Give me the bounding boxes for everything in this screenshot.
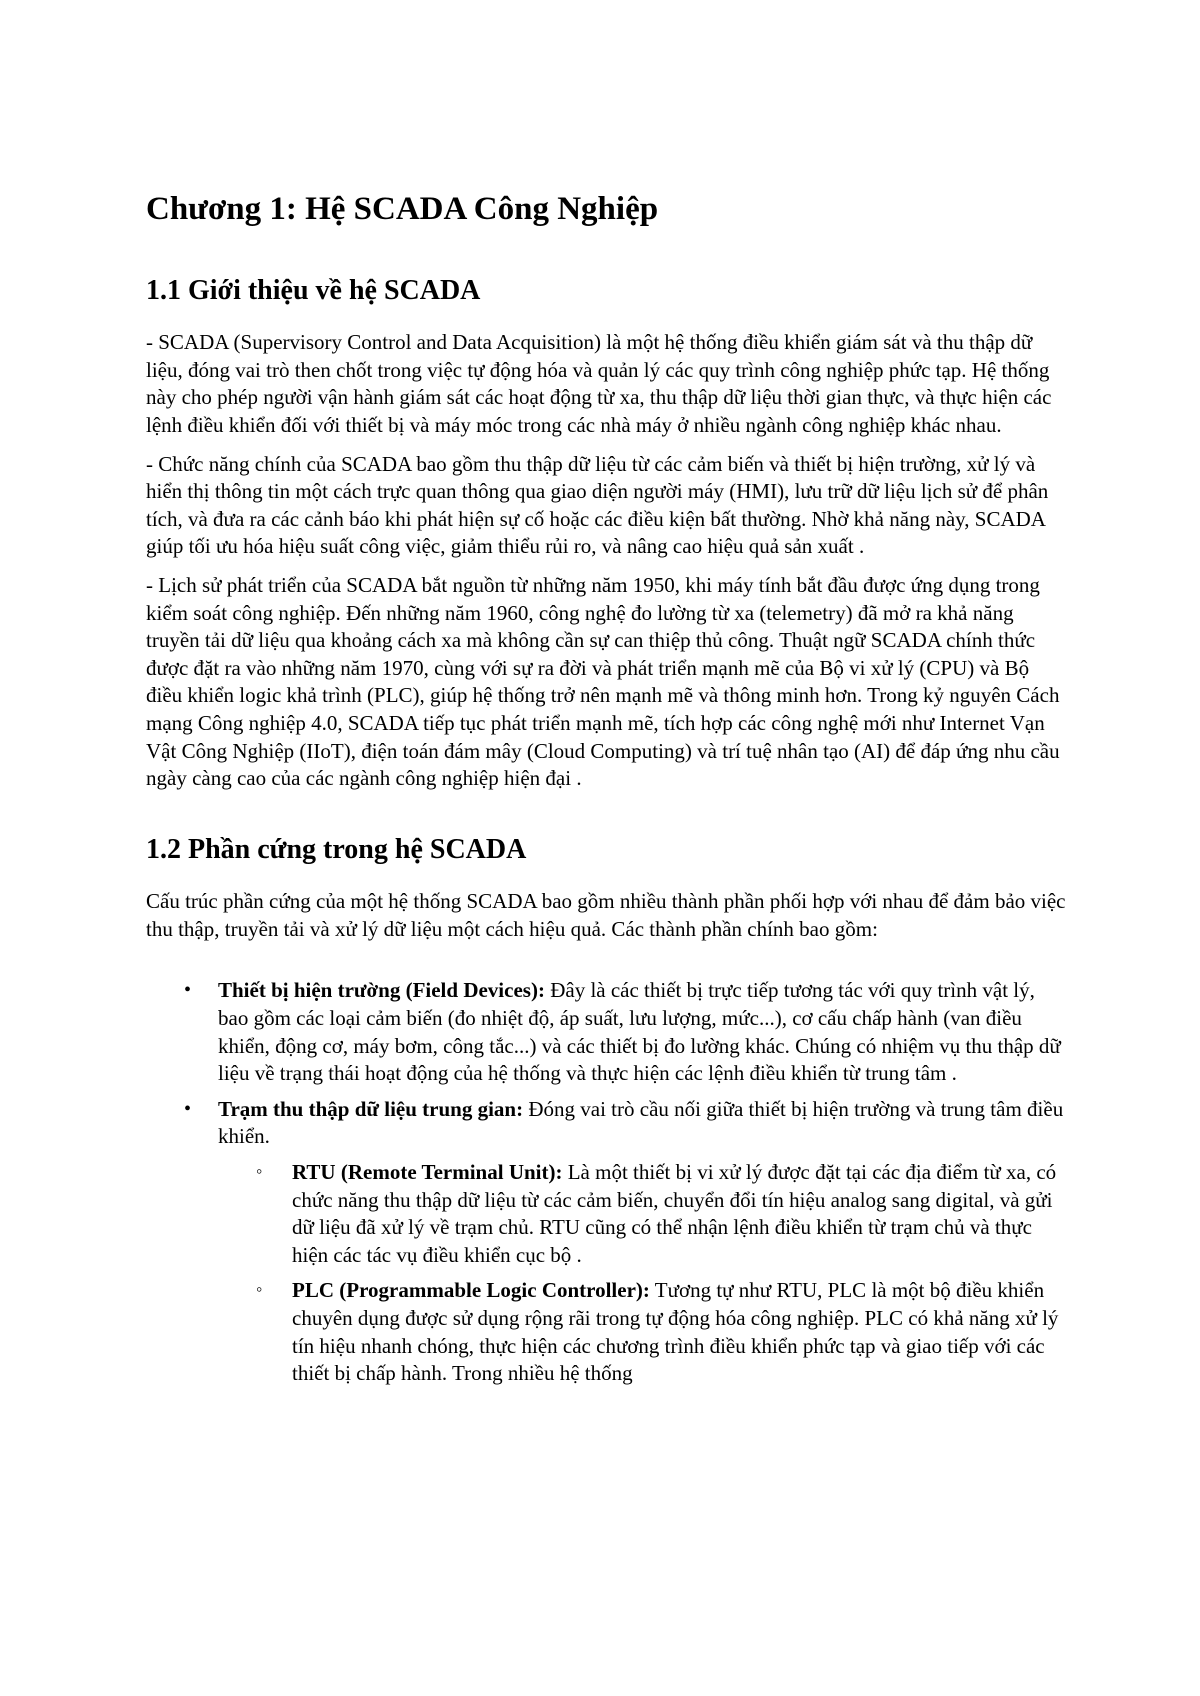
- item-text: Đóng vai trò cầu nối giữa thiết bị hiện trường và trung tâm điều khiển.: [218, 1096, 1064, 1149]
- item-text: Đây là các thiết bị trực tiếp tương tác với quy trình vật lý, bao gồm các loại cảm biến (đo nhiệt độ, áp suất, lưu lượng, mức...), cơ cấu chấp hành (van điều khiển, động cơ, máy bơm, công tắc...) và các thiết bị đo lường khác. Chúng có nhiệm vụ thu thập dữ liệu về trạng thái hoạt động của hệ thống và thực hiện các lệnh điều khiển từ trung tâm .: [218, 978, 1061, 1086]
- section-2-intro: Cấu trúc phần cứng của một hệ thống SCADA bao gồm nhiều thành phần phối hợp với nhau để đảm bảo việc thu thập, truyền tải và xử lý dữ liệu một cách hiệu quả. Các thành phần chính bao gồm:: [146, 889, 1066, 941]
- bullet-icon: •: [184, 1097, 192, 1120]
- list-item-field-devices: [184, 977, 1066, 1087]
- circle-bullet-icon: ◦: [256, 1161, 263, 1182]
- list-item-intermediate-stations: [184, 1096, 1066, 1388]
- hardware-list: [146, 977, 1066, 1387]
- section-1-title: 1.1 Giới thiệu về hệ SCADA: [146, 274, 481, 306]
- section-1-paragraph-2: - Chức năng chính của SCADA bao gồm thu thập dữ liệu từ các cảm biến và thiết bị hiện trường, xử lý và hiển thị thông tin một cách trực quan thông qua giao diện người máy (HMI), lưu trữ dữ liệu lịch sử để phân tích, và đưa ra các cảnh báo khi phát hiện sự cố hoặc các điều kiện bất thường. Nhờ khả năng này, SCADA giúp tối ưu hóa hiệu suất công việc, giảm thiểu rủi ro, và nâng cao hiệu quả sản xuất .: [146, 451, 1049, 559]
- sub-item-text: Tương tự như RTU, PLC là một bộ điều khiển chuyên dụng được sử dụng rộng rãi trong tự động hóa công nghiệp. PLC có khả năng xử lý tín hiệu nhanh chóng, thực hiện các chương trình điều khiển phức tạp và giao tiếp với các thiết bị chấp hành. Trong nhiều hệ thống: [292, 1278, 1059, 1386]
- sub-item-rtu: [256, 1159, 1066, 1269]
- sub-item-term: RTU (Remote Terminal Unit):: [292, 1160, 563, 1185]
- section-1-paragraph-1: - SCADA (Supervisory Control and Data Acquisition) là một hệ thống điều khiển giám sát và thu thập dữ liệu, đóng vai trò then chốt trong việc tự động hóa và quản lý các quy trình công nghiệp phức tạp. Hệ thống này cho phép người vận hành giám sát các hoạt động từ xa, thu thập dữ liệu thời gian thực, và thực hiện các lệnh điều khiển đối với thiết bị và máy móc trong các nhà máy ở nhiều ngành công nghiệp khác nhau.: [146, 330, 1052, 437]
- station-sublist: [218, 1159, 1066, 1388]
- chapter-title: Chương 1: Hệ SCADA Công Nghiệp: [146, 191, 659, 227]
- sub-item-plc: [256, 1277, 1066, 1387]
- item-term: Thiết bị hiện trường (Field Devices):: [218, 978, 545, 1003]
- sub-item-term: PLC (Programmable Logic Controller):: [292, 1278, 650, 1303]
- circle-bullet-icon: ◦: [256, 1279, 263, 1300]
- section-2-title: 1.2 Phần cứng trong hệ SCADA: [146, 833, 527, 865]
- section-1-paragraph-3: - Lịch sử phát triển của SCADA bắt nguồn từ những năm 1950, khi máy tính bắt đầu được ứng dụng trong kiểm soát công nghiệp. Đến những năm 1960, công nghệ đo lường từ xa (telemetry) đã mở ra khả năng truyền tải dữ liệu qua khoảng cách xa mà không cần sự can thiệp thủ công. Thuật ngữ SCADA chính thức được đặt ra vào những năm 1970, cùng với sự ra đời và phát triển mạnh mẽ của Bộ vi xử lý (CPU) và Bộ điều khiển logic khả trình (PLC), giúp hệ thống trở nên mạnh mẽ và thông minh hơn. Trong kỷ nguyên Cách mạng Công nghiệp 4.0, SCADA tiếp tục phát triển mạnh mẽ, tích hợp các công nghệ mới như Internet Vạn Vật Công Nghiệp (IIoT), điện toán đám mây (Cloud Computing) và trí tuệ nhân tạo (AI) để đáp ứng nhu cầu ngày càng cao của các ngành công nghiệp hiện đại .: [146, 572, 1060, 791]
- document-page: [146, 190, 1066, 1396]
- bullet-icon: •: [184, 979, 192, 1002]
- sub-item-text: Là một thiết bị vi xử lý được đặt tại các địa điểm từ xa, có chức năng thu thập dữ liệu từ các cảm biến, chuyển đổi tín hiệu analog sang digital, và gửi dữ liệu đã xử lý về trạm chủ. RTU cũng có thể nhận lệnh điều khiển từ trạm chủ và thực hiện các tác vụ điều khiển cục bộ .: [292, 1160, 1057, 1267]
- item-term: Trạm thu thập dữ liệu trung gian:: [218, 1096, 524, 1121]
